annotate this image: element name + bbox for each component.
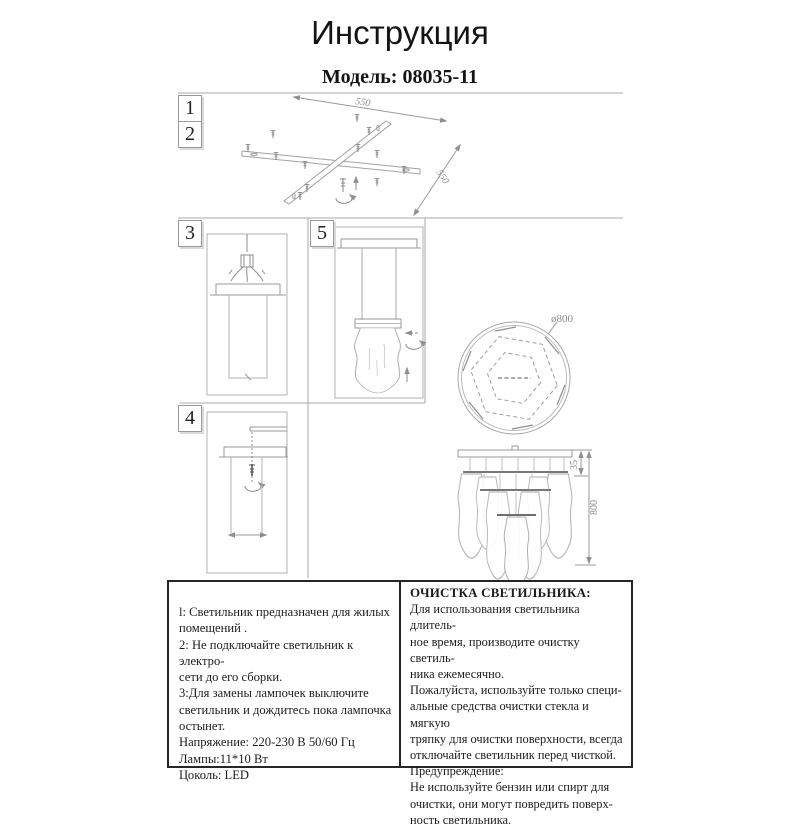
mounting-bars-diagram bbox=[242, 96, 460, 215]
note-line: Предупреждение: bbox=[410, 764, 504, 779]
step-number-5: 5 bbox=[310, 220, 334, 247]
note-line: ное время, производите очистку светиль- bbox=[410, 634, 580, 665]
note-line: очистки, они могут повредить поверх- bbox=[410, 796, 613, 811]
step-number-4: 4 bbox=[178, 405, 202, 432]
note-line: тряпку для очистки поверхности, всегда bbox=[410, 731, 623, 746]
step-number-2: 2 bbox=[178, 121, 202, 148]
step3-diagram bbox=[207, 234, 287, 395]
note-line: Для использования светильника длитель- bbox=[410, 602, 580, 633]
dim-width-top: 550 bbox=[354, 96, 372, 110]
note-line: помещений . bbox=[179, 621, 248, 636]
cleaning-header: ОЧИСТКА СВЕТИЛЬНИКА: bbox=[410, 585, 591, 600]
note-line: Цоколь: LED bbox=[179, 767, 249, 782]
note-line: сети до его сборки. bbox=[179, 670, 283, 685]
note-line: светильник и дождитесь пока лампочка bbox=[179, 702, 392, 717]
model-label: Модель: 08035-11 bbox=[321, 66, 479, 88]
note-line: отключайте светильник перед чисткой. bbox=[410, 748, 616, 763]
step5-diagram bbox=[335, 227, 423, 398]
dim-total-height: 800 bbox=[589, 500, 600, 515]
side-view-diagram bbox=[458, 446, 600, 587]
notes-box bbox=[167, 580, 633, 827]
dim-width-side: 550 bbox=[433, 167, 451, 187]
note-line: Лампы:11*10 Вт bbox=[179, 751, 268, 766]
note-line: 2: Не подключайте светильник к электро- bbox=[179, 637, 354, 668]
step-number-1: 1 bbox=[178, 95, 202, 122]
top-view-diagram bbox=[458, 313, 574, 434]
note-line: Напряжение: 220-230 В 50/60 Гц bbox=[179, 735, 355, 750]
cleaning-notes bbox=[401, 582, 631, 827]
step-number-3: 3 bbox=[178, 220, 202, 247]
note-line: l: Светильник предназначен для жилых bbox=[179, 605, 390, 619]
note-line: Не используйте бензин или спирт для bbox=[410, 780, 610, 795]
general-notes bbox=[169, 582, 401, 782]
dim-canopy-height: 35 bbox=[569, 460, 580, 470]
step4-diagram bbox=[207, 412, 288, 573]
note-line: ника ежемесячно. bbox=[410, 667, 505, 682]
note-line: ность светильника. bbox=[410, 812, 512, 827]
dim-diameter: ø800 bbox=[551, 313, 573, 325]
page-title: Инструкция bbox=[311, 14, 489, 51]
note-line: альные средства очистки стекла и мягкую bbox=[410, 699, 589, 730]
cleaning-lines bbox=[410, 601, 627, 828]
screw-rotate-icon bbox=[336, 177, 356, 203]
note-line: Пожалуйста, используйте только специ- bbox=[410, 683, 622, 698]
note-line: 3:Для замены лампочек выключите bbox=[179, 686, 369, 701]
note-line: остынет. bbox=[179, 719, 226, 734]
